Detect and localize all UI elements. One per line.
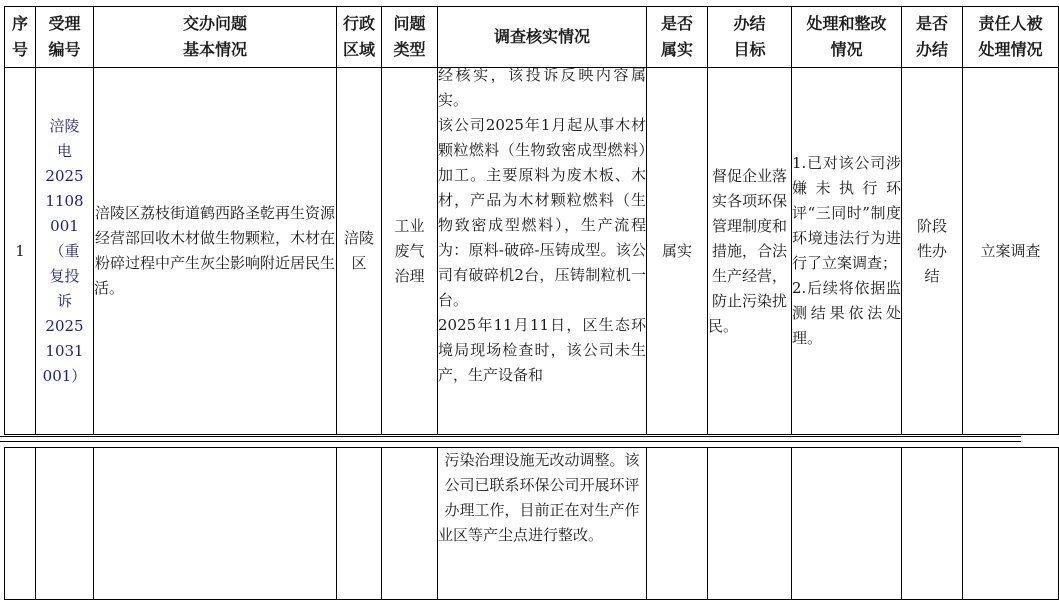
cell-goal: 督促企业落实各项环保管理制度和措施，合法生产经营，防止污染扰民。	[708, 68, 792, 435]
cell-investigation	[438, 68, 647, 435]
header-basic-situation: 交办问题 基本情况	[94, 7, 337, 68]
header-responsible: 责任人被 处理情况	[963, 7, 1059, 68]
cell-investigation-cont: 污染治理设施无改动调整。该公司已联系环保公司开展环评办理工作，目前正在对生产作业区等产尘点进行整改。	[438, 448, 647, 600]
header-handling: 处理和整改 情况	[792, 7, 902, 68]
header-region: 行政 区域	[337, 7, 382, 68]
header-is-true: 是否 属实	[647, 7, 708, 68]
table-row	[5, 448, 1059, 600]
header-problem-type: 问题 类型	[382, 7, 438, 68]
cell-is-closed-cont	[902, 448, 963, 600]
cell-region: 涪陵区	[337, 68, 382, 435]
complaint-table	[4, 6, 1059, 435]
investigation-text: 经核实，该投诉反映内容属实。 该公司2025年1月起从事木材颗粒燃料（生物致密成型燃料）加工。主要原料为废木板、木材，产品为木材颗粒燃料（生物致密成型燃料），生产流程为：原料-破碎-压铸成型。该公司有破碎机2台，压铸制粒机一台。 2025年11月11日，区生态环境局现场检查时，该公司未生产，生产设备和	[438, 66, 646, 384]
cell-responsible: 立案调查	[963, 68, 1059, 435]
cell-region-cont	[337, 448, 382, 600]
cell-is-closed: 阶段性办结	[902, 68, 963, 435]
cell-acceptance-no-cont	[36, 448, 94, 600]
cell-basic-situation-cont	[94, 448, 337, 600]
cell-problem-type-cont	[382, 448, 438, 600]
page-break-line	[0, 441, 1021, 442]
cell-handling: 1.已对该公司涉嫌未执行环评“三同时”制度环境违法行为进行了立案调查； 2.后续将依据监测结果依法处理。	[792, 68, 902, 435]
cell-responsible-cont	[963, 448, 1059, 600]
cell-is-true-cont	[647, 448, 708, 600]
header-row	[5, 7, 1059, 68]
page-break-line	[0, 436, 1021, 437]
cell-acceptance-no: 涪陵 电 2025 1108 001 （重 复投 诉 2025 1031 001）	[36, 68, 94, 435]
table-row	[5, 68, 1059, 435]
cell-handling-cont	[792, 448, 902, 600]
cell-is-true: 属实	[647, 68, 708, 435]
header-is-closed: 是否 办结	[902, 7, 963, 68]
header-seq: 序 号	[5, 7, 36, 68]
header-goal: 办结 目标	[708, 7, 792, 68]
cell-basic-situation: 涪陵区荔枝街道鹤西路圣乾再生资源经营部回收木材做生物颗粒，木材在粉碎过程中产生灰尘影响附近居民生活。	[94, 68, 337, 435]
header-investigation: 调查核实情况	[438, 7, 647, 68]
cell-seq: 1	[5, 68, 36, 435]
cell-problem-type: 工业废气治理	[382, 68, 438, 435]
header-acceptance-no: 受理 编号	[36, 7, 94, 68]
complaint-table-continued	[4, 447, 1059, 600]
cell-seq-cont	[5, 448, 36, 600]
cell-goal-cont	[708, 448, 792, 600]
